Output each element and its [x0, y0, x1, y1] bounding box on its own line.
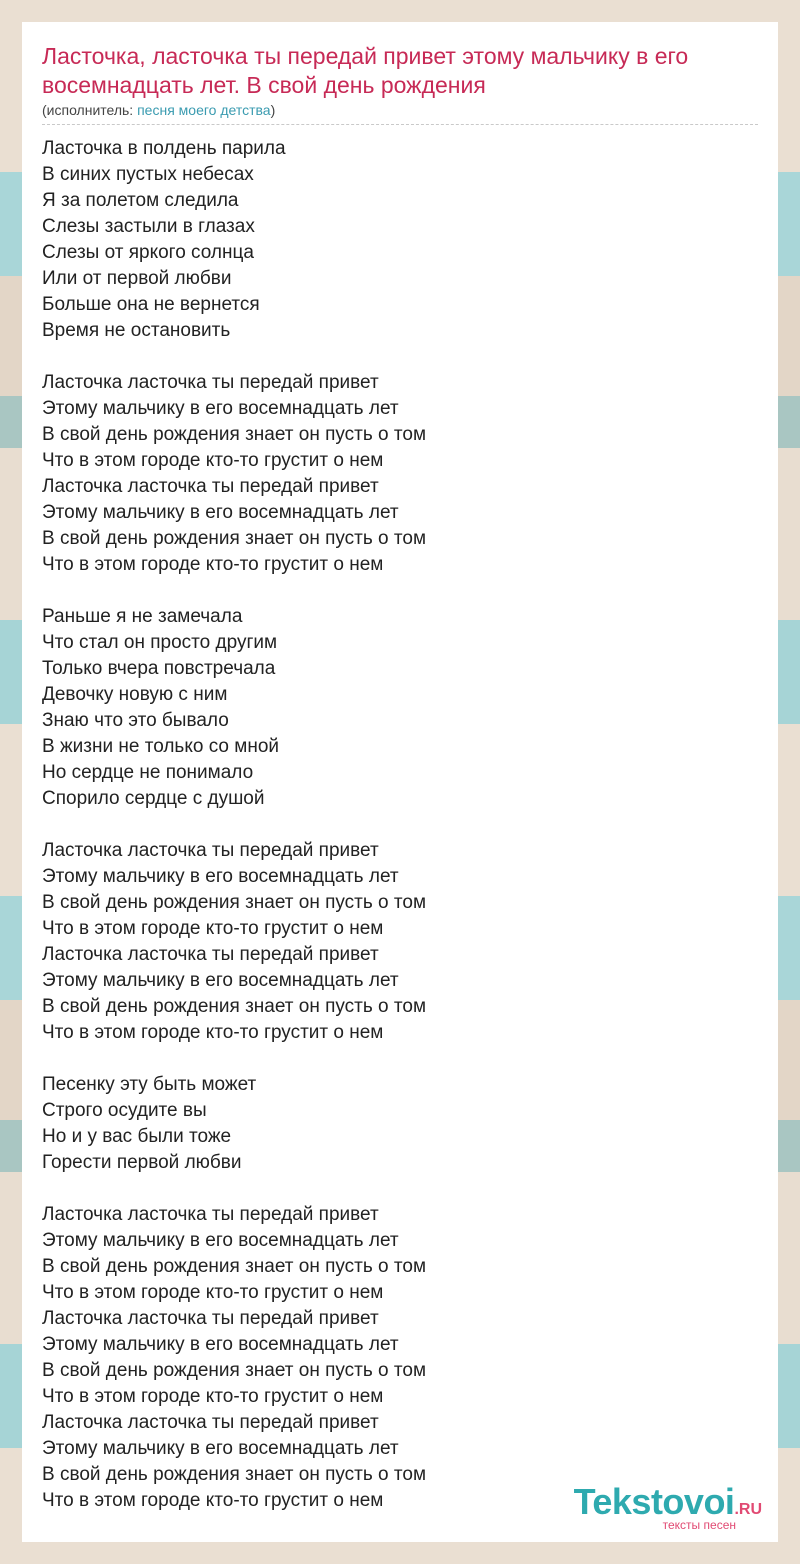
- lyric-line: Ласточка ласточка ты передай привет: [42, 476, 379, 497]
- stanza-break: [42, 344, 742, 370]
- lyric-line: В свой день рождения знает он пусть о том: [42, 1256, 427, 1277]
- stanza-break: [42, 1046, 742, 1072]
- lyrics-card: [22, 22, 778, 1542]
- lyric-line: Этому мальчику в его восемнадцать лет: [42, 1230, 399, 1251]
- lyric-line: Или от первой любви: [42, 268, 232, 289]
- lyric-line: Ласточка ласточка ты передай привет: [42, 1204, 379, 1225]
- lyric-line: Этому мальчику в его восемнадцать лет: [42, 1438, 399, 1459]
- lyric-line: Что в этом городе кто-то грустит о нем: [42, 1490, 384, 1511]
- lyric-line: В свой день рождения знает он пусть о том: [42, 528, 427, 549]
- lyric-line: Песенку эту быть может: [42, 1074, 257, 1095]
- lyric-line: Ласточка ласточка ты передай привет: [42, 1412, 379, 1433]
- lyric-line: Строго осудите вы: [42, 1100, 207, 1121]
- lyric-line: Этому мальчику в его восемнадцать лет: [42, 398, 399, 419]
- lyrics-body: [42, 136, 742, 1514]
- lyric-line: Этому мальчику в его восемнадцать лет: [42, 1334, 399, 1355]
- lyric-line: Знаю что это бывало: [42, 710, 229, 731]
- artist-suffix: ): [270, 102, 276, 118]
- lyric-line: Что в этом городе кто-то грустит о нем: [42, 554, 384, 575]
- lyric-line: Этому мальчику в его восемнадцать лет: [42, 970, 399, 991]
- lyric-line: В свой день рождения знает он пусть о том: [42, 424, 427, 445]
- lyric-line: Ласточка ласточка ты передай привет: [42, 840, 379, 861]
- stanza-break: [42, 578, 742, 604]
- lyric-line: Но и у вас были тоже: [42, 1126, 232, 1147]
- lyric-line: Слезы застыли в глазах: [42, 216, 255, 237]
- lyric-line: Ласточка ласточка ты передай привет: [42, 372, 379, 393]
- lyric-line: В жизни не только со мной: [42, 736, 279, 757]
- lyric-line: Ласточка ласточка ты передай привет: [42, 944, 379, 965]
- lyric-line: Этому мальчику в его восемнадцать лет: [42, 866, 399, 887]
- lyric-line: В свой день рождения знает он пусть о том: [42, 1464, 427, 1485]
- lyric-line: Этому мальчику в его восемнадцать лет: [42, 502, 399, 523]
- lyric-line: Что в этом городе кто-то грустит о нем: [42, 1386, 384, 1407]
- lyric-line: В свой день рождения знает он пусть о том: [42, 996, 427, 1017]
- logo-tagline: тексты песен: [662, 1518, 736, 1532]
- lyric-line: Горести первой любви: [42, 1152, 242, 1173]
- artist-line: [42, 102, 275, 118]
- lyric-line: Слезы от яркого солнца: [42, 242, 254, 263]
- lyric-line: В свой день рождения знает он пусть о том: [42, 1360, 427, 1381]
- dashed-divider: [42, 124, 758, 125]
- logo-tld: .RU: [734, 1501, 762, 1518]
- lyric-line: Что в этом городе кто-то грустит о нем: [42, 918, 384, 939]
- lyric-line: Ласточка в полдень парила: [42, 138, 286, 159]
- artist-link[interactable]: песня моего детства: [137, 102, 271, 118]
- lyric-line: Что в этом городе кто-то грустит о нем: [42, 1022, 384, 1043]
- lyric-line: Ласточка ласточка ты передай привет: [42, 1308, 379, 1329]
- lyric-line: Больше она не вернется: [42, 294, 260, 315]
- site-logo[interactable]: [573, 1481, 762, 1532]
- stanza-break: [42, 1176, 742, 1202]
- lyric-line: Но сердце не понимало: [42, 762, 254, 783]
- lyric-line: Что в этом городе кто-то грустит о нем: [42, 450, 384, 471]
- stanza-break: [42, 812, 742, 838]
- lyric-line: Время не остановить: [42, 320, 231, 341]
- lyric-line: В синих пустых небесах: [42, 164, 254, 185]
- artist-prefix: (исполнитель:: [42, 102, 138, 118]
- lyric-line: Что стал он просто другим: [42, 632, 278, 653]
- song-title: Ласточка, ласточка ты передай привет этому мальчику в его восемнадцать лет. В свой день рождения: [42, 43, 689, 98]
- lyric-line: Я за полетом следила: [42, 190, 239, 211]
- lyric-line: В свой день рождения знает он пусть о том: [42, 892, 427, 913]
- lyric-line: Что в этом городе кто-то грустит о нем: [42, 1282, 384, 1303]
- lyric-line: Только вчера повстречала: [42, 658, 276, 679]
- lyric-line: Раньше я не замечала: [42, 606, 243, 627]
- lyric-line: Девочку новую с ним: [42, 684, 228, 705]
- lyric-line: Спорило сердце с душой: [42, 788, 265, 809]
- logo-wordmark: Tekstovoi: [573, 1481, 735, 1522]
